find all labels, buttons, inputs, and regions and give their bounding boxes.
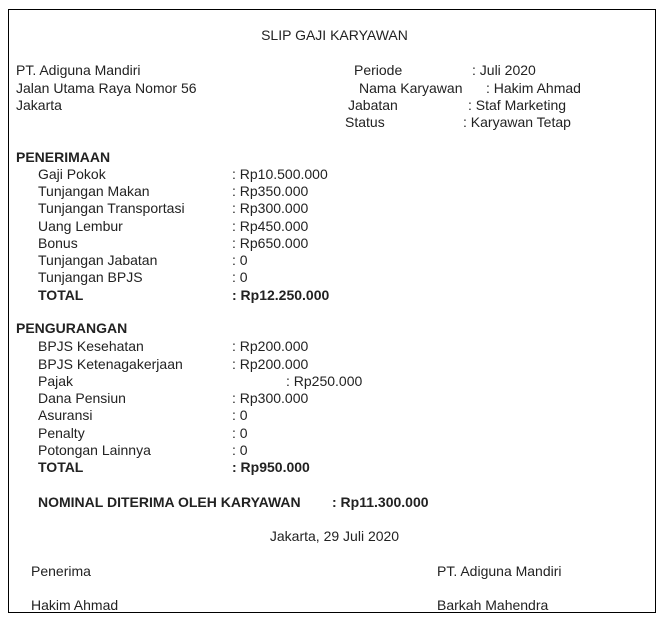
company-name: PT. Adiguna Mandiri: [16, 62, 141, 78]
penerimaan-item-label: Gaji Pokok: [38, 166, 106, 182]
company-address: Jalan Utama Raya Nomor 56: [16, 80, 197, 96]
pengurangan-item-label: Potongan Lainnya: [38, 442, 151, 458]
periode-label: Periode: [354, 62, 403, 78]
penerimaan-item-label: Tunjangan Makan: [38, 183, 150, 199]
pengurangan-item-label: Asuransi: [38, 407, 93, 423]
pengurangan-item-label: Pajak: [38, 373, 74, 389]
penerimaan-item-label: Uang Lembur: [38, 218, 123, 234]
penerimaan-item-value: : 0: [232, 269, 248, 285]
jabatan-value: : Staf Marketing: [468, 97, 567, 113]
penerimaan-item-value: : Rp350.000: [232, 183, 309, 199]
pengurangan-total-value: : Rp950.000: [232, 459, 310, 475]
pengurangan-item-label: Dana Pensiun: [38, 390, 126, 406]
penerimaan-item-label: Tunjangan Transportasi: [38, 200, 185, 216]
penerimaan-item-label: Bonus: [38, 235, 78, 251]
penerimaan-heading: PENERIMAAN: [16, 149, 111, 165]
penerimaan-item-value: : Rp10.500.000: [232, 166, 328, 182]
pengurangan-item-value: : Rp200.000: [232, 356, 309, 372]
pengurangan-item-value: : Rp200.000: [232, 338, 309, 354]
place-date: Jakarta, 29 Juli 2020: [269, 528, 400, 544]
penerimaan-item-label: Tunjangan Jabatan: [38, 252, 158, 268]
company-city: Jakarta: [16, 97, 62, 113]
nama-value: : Hakim Ahmad: [486, 80, 581, 96]
pengurangan-item-value: : 0: [232, 407, 248, 423]
pengurangan-item-label: BPJS Ketenagakerjaan: [38, 356, 183, 372]
penerimaan-total-value: : Rp12.250.000: [232, 287, 330, 303]
pengurangan-item-value: : 0: [232, 442, 248, 458]
pengurangan-item-value: : Rp300.000: [232, 390, 309, 406]
signature-left-role: Penerima: [31, 563, 91, 579]
nominal-label: NOMINAL DITERIMA OLEH KARYAWAN: [38, 494, 301, 510]
pengurangan-total-label: TOTAL: [38, 459, 84, 475]
penerimaan-item-label: Tunjangan BPJS: [38, 269, 143, 285]
penerimaan-item-value: : Rp650.000: [232, 235, 309, 251]
signature-right-name: Barkah Mahendra: [437, 597, 549, 613]
penerimaan-item-value: : 0: [232, 252, 248, 268]
page-title: SLIP GAJI KARYAWAN: [261, 27, 408, 43]
penerimaan-item-value: : Rp450.000: [232, 218, 309, 234]
penerimaan-total-label: TOTAL: [38, 287, 84, 303]
pengurangan-heading: PENGURANGAN: [16, 320, 128, 336]
pengurangan-item-value: : Rp250.000: [286, 373, 363, 389]
penerimaan-item-value: : Rp300.000: [232, 200, 309, 216]
status-value: : Karyawan Tetap: [463, 114, 571, 130]
nama-label: Nama Karyawan: [359, 80, 463, 96]
jabatan-label: Jabatan: [348, 97, 398, 113]
signature-left-name: Hakim Ahmad: [31, 597, 119, 613]
pengurangan-item-label: Penalty: [38, 425, 85, 441]
nominal-value: : Rp11.300.000: [332, 494, 429, 510]
pengurangan-item-value: : 0: [232, 425, 248, 441]
signature-right-role: PT. Adiguna Mandiri: [437, 563, 562, 579]
periode-value: : Juli 2020: [472, 62, 536, 78]
status-label: Status: [345, 114, 385, 130]
pengurangan-item-label: BPJS Kesehatan: [38, 338, 144, 354]
